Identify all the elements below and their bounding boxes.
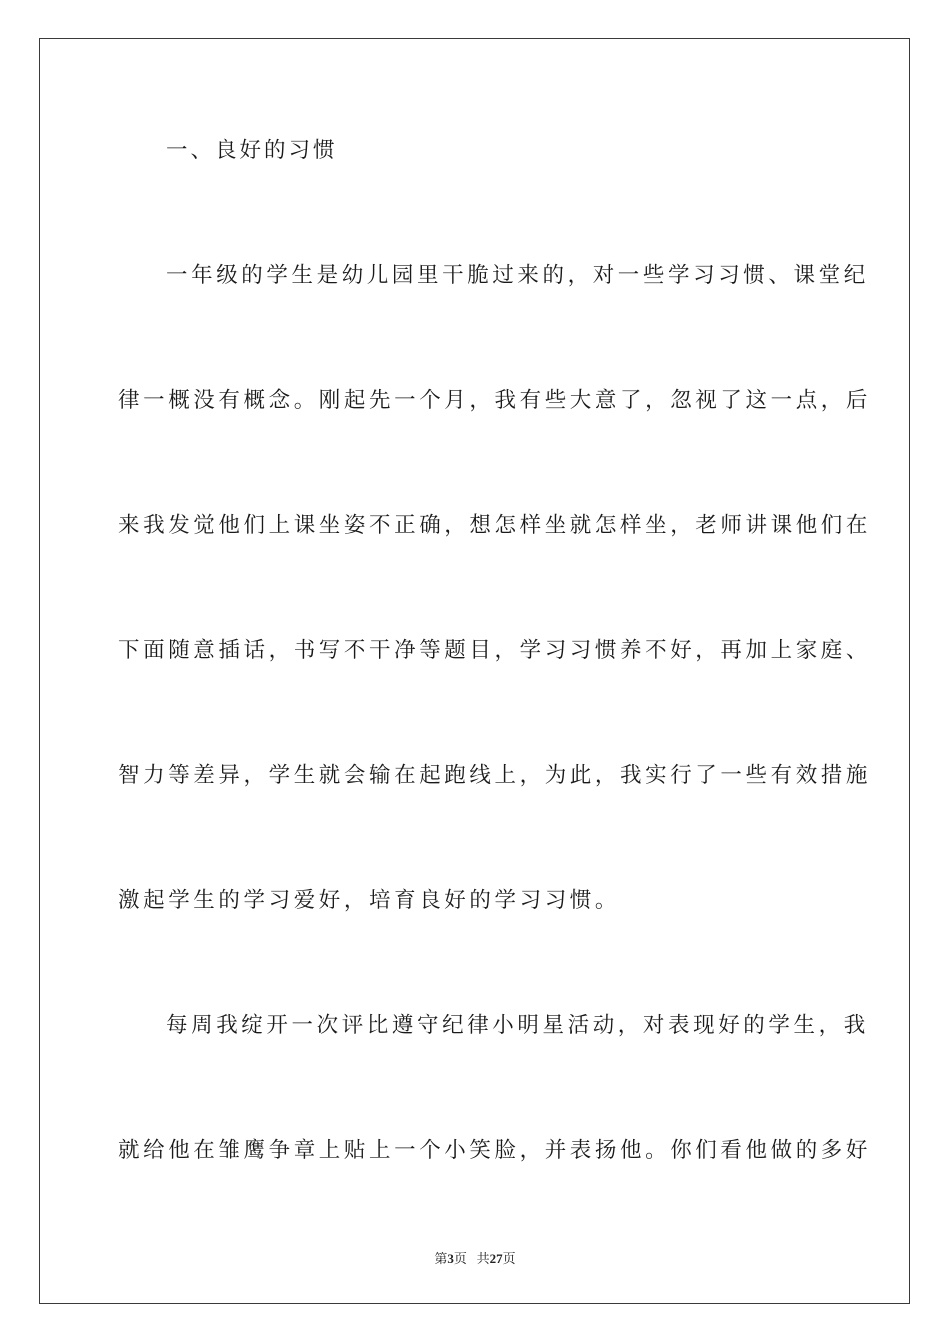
paragraph-2-line-1: 每周我绽开一次评比遵守纪律小明星活动，对表现好的学生，我 [166,1013,869,1038]
page-footer [0,1248,950,1267]
page-suffix: 页 [453,1251,467,1266]
paragraph-1-line-2: 律一概没有概念。刚起先一个月，我有些大意了，忽视了这一点，后 [118,388,872,413]
page-prefix: 第 [434,1251,448,1266]
paragraph-1-line-3: 来我发觉他们上课坐姿不正确，想怎样坐就怎样坐，老师讲课他们在 [118,513,872,538]
page-border [39,38,910,1304]
section-heading: 一、良好的习惯 [166,138,338,163]
paragraph-1-line-5: 智力等差异，学生就会输在起跑线上，为此，我实行了一些有效措施 [118,763,872,788]
page-number: 3 [447,1251,454,1266]
total-suffix: 页 [502,1251,516,1266]
paragraph-2-line-2: 就给他在雏鹰争章上贴上一个小笑脸，并表扬他。你们看他做的多好 [118,1138,872,1163]
paragraph-1-line-6: 激起学生的学习爱好，培育良好的学习习惯。 [118,888,621,913]
paragraph-1-line-1: 一年级的学生是幼儿园里干脆过来的，对一些学习习惯、课堂纪 [166,263,869,288]
paragraph-1-line-4: 下面随意插话，书写不干净等题目，学习习惯养不好，再加上家庭、 [118,638,872,663]
total-prefix: 共 [476,1251,490,1266]
total-pages: 27 [489,1251,503,1266]
